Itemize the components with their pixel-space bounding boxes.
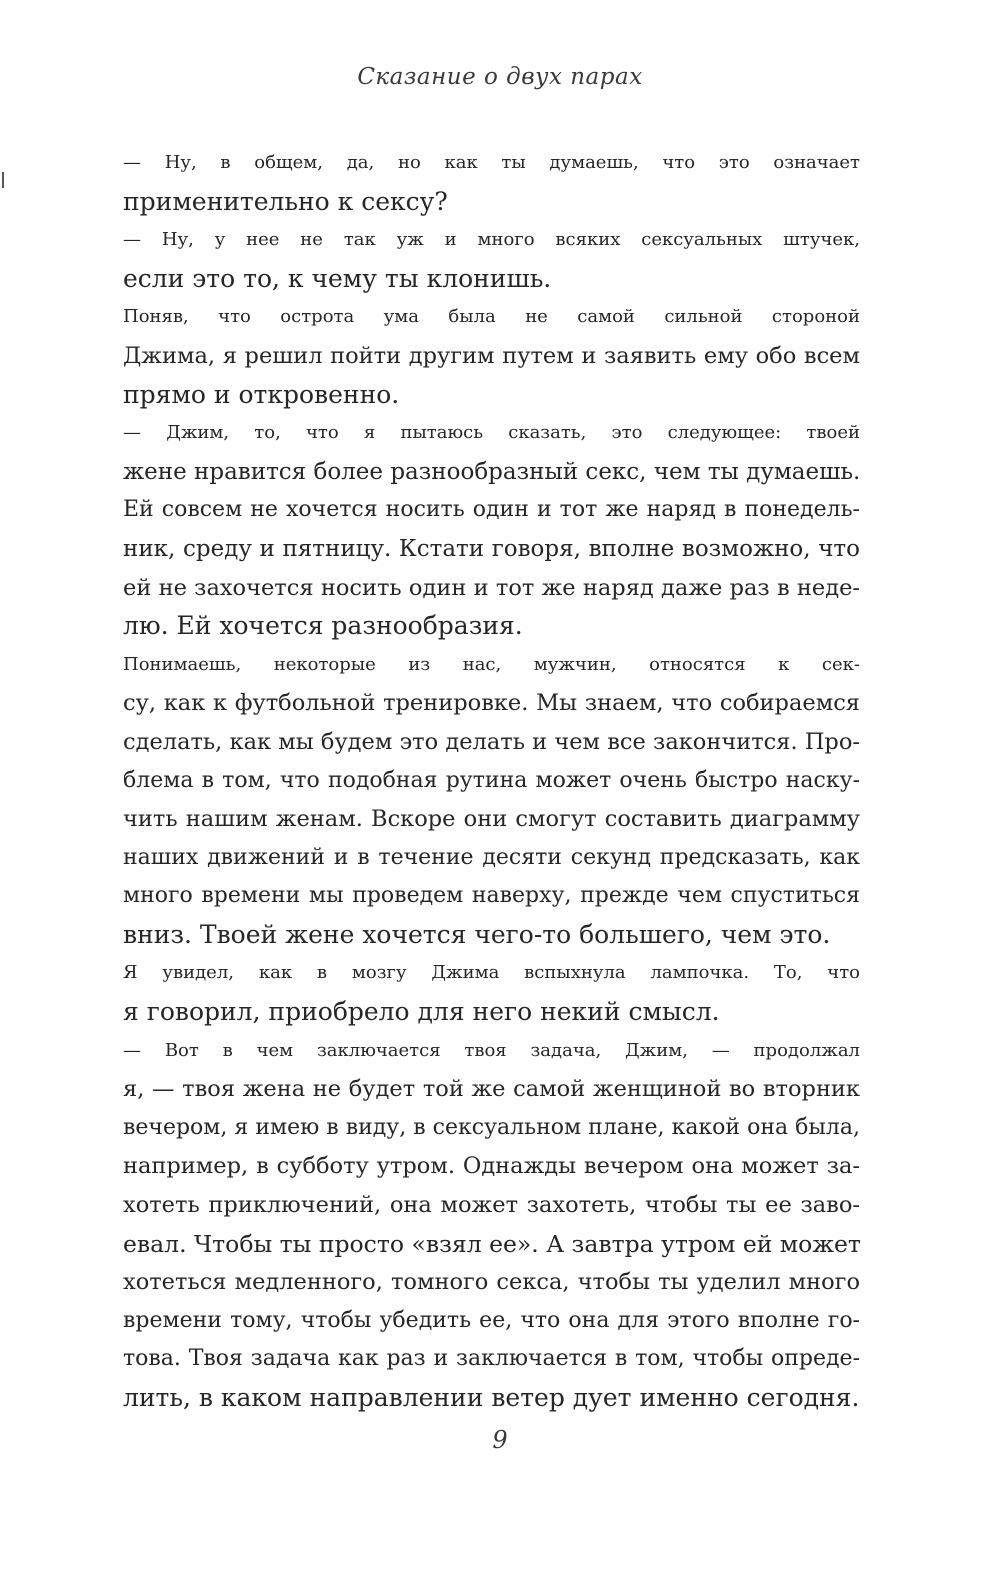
page-edge-mark [2, 172, 4, 188]
text-line: вниз. Твоей жене хочется чего-то большего, чем это. [123, 919, 831, 949]
text-line: су, как к футбольной тренировке. Мы знаем, что собираемся [123, 690, 860, 717]
text-line: например, в субботу утром. Однажды вечером она может за- [123, 1153, 860, 1180]
text-line: блема в том, что подобная рутина может очень быстро наску- [123, 767, 860, 793]
text-line: Я увидел, как в мозгу Джима вспыхнула лампочка. То, что [123, 962, 860, 984]
text-line: много времени мы проведем наверху, прежде чем спуститься [123, 883, 860, 909]
text-line: Понимаешь, некоторые из нас, мужчин, относятся к сек- [123, 653, 860, 675]
text-line: — Ну, в общем, да, но как ты думаешь, что это означает [123, 152, 860, 173]
text-line: применительно к сексу? [123, 186, 448, 216]
text-line: евал. Чтобы ты просто «взял ее». А завтра утром ей может [123, 1229, 861, 1258]
text-line: ей не захочется носить один и тот же наряд даже раз в неде- [123, 574, 860, 601]
text-line: Поняв, что острота ума была не самой сильной стороной [123, 306, 860, 328]
text-line: сделать, как мы будем это делать и чем все закончится. Про- [123, 728, 860, 755]
text-line: Джима, я решил пойти другим путем и заявить ему обо всем [123, 342, 860, 369]
text-line: лить, в каком направлении ветер дует именно сегодня. [123, 1383, 860, 1412]
text-line: — Ну, у нее не так уж и много всяких сексуальных штучек, [123, 229, 860, 251]
text-line: хотеться медленного, томного секса, чтобы ты уделил много [123, 1269, 860, 1296]
text-line: я говорил, приобрело для него некий смысл. [123, 997, 720, 1027]
running-head: Сказание о двух парах [357, 64, 643, 90]
text-line: времени тому, чтобы убедить ее, что она для этого вполне го- [123, 1307, 860, 1333]
text-line: прямо и откровенно. [123, 379, 400, 409]
text-line: ник, среду и пятницу. Кстати говоря, вполне возможно, что [123, 535, 860, 562]
text-line: — Джим, то, что я пытаюсь сказать, это следующее: твоей [123, 422, 860, 444]
paragraph [85, 298, 860, 414]
text-line: хотеть приключений, она может захотеть, чтобы ты ее заво- [123, 1192, 860, 1219]
paragraph [85, 954, 860, 1031]
text-line: чить нашим женам. Вскоре они смогут составить диаграмму [123, 806, 860, 833]
text-line: — Вот в чем заключается твоя задача, Джим, — продолжал [123, 1039, 860, 1061]
paragraph [85, 221, 860, 298]
paragraph [85, 646, 860, 955]
text-line: вечером, я имею в виду, в сексуальном плане, какой она была, [123, 1114, 860, 1140]
text-line: това. Твоя задача как раз и заключается в том, чтобы опреде- [123, 1346, 860, 1372]
paragraph [85, 414, 860, 646]
page-number: 9 [492, 1426, 508, 1454]
text-line: жене нравится более разнообразный секс, чем ты думаешь. [123, 458, 861, 485]
paragraph [85, 144, 860, 221]
text-line: наших движений и в течение десяти секунд предсказать, как [123, 844, 860, 870]
paragraph [85, 1032, 860, 1418]
text-line: лю. Ей хочется разнообразия. [123, 611, 523, 641]
text-line: если это то, к чему ты клонишь. [123, 263, 552, 293]
text-line: Ей совсем не хочется носить один и тот же наряд в понедель- [123, 497, 860, 523]
text-line: я, — твоя жена не будет той же самой женщиной во вторник [123, 1076, 860, 1103]
body-text [85, 144, 860, 1418]
